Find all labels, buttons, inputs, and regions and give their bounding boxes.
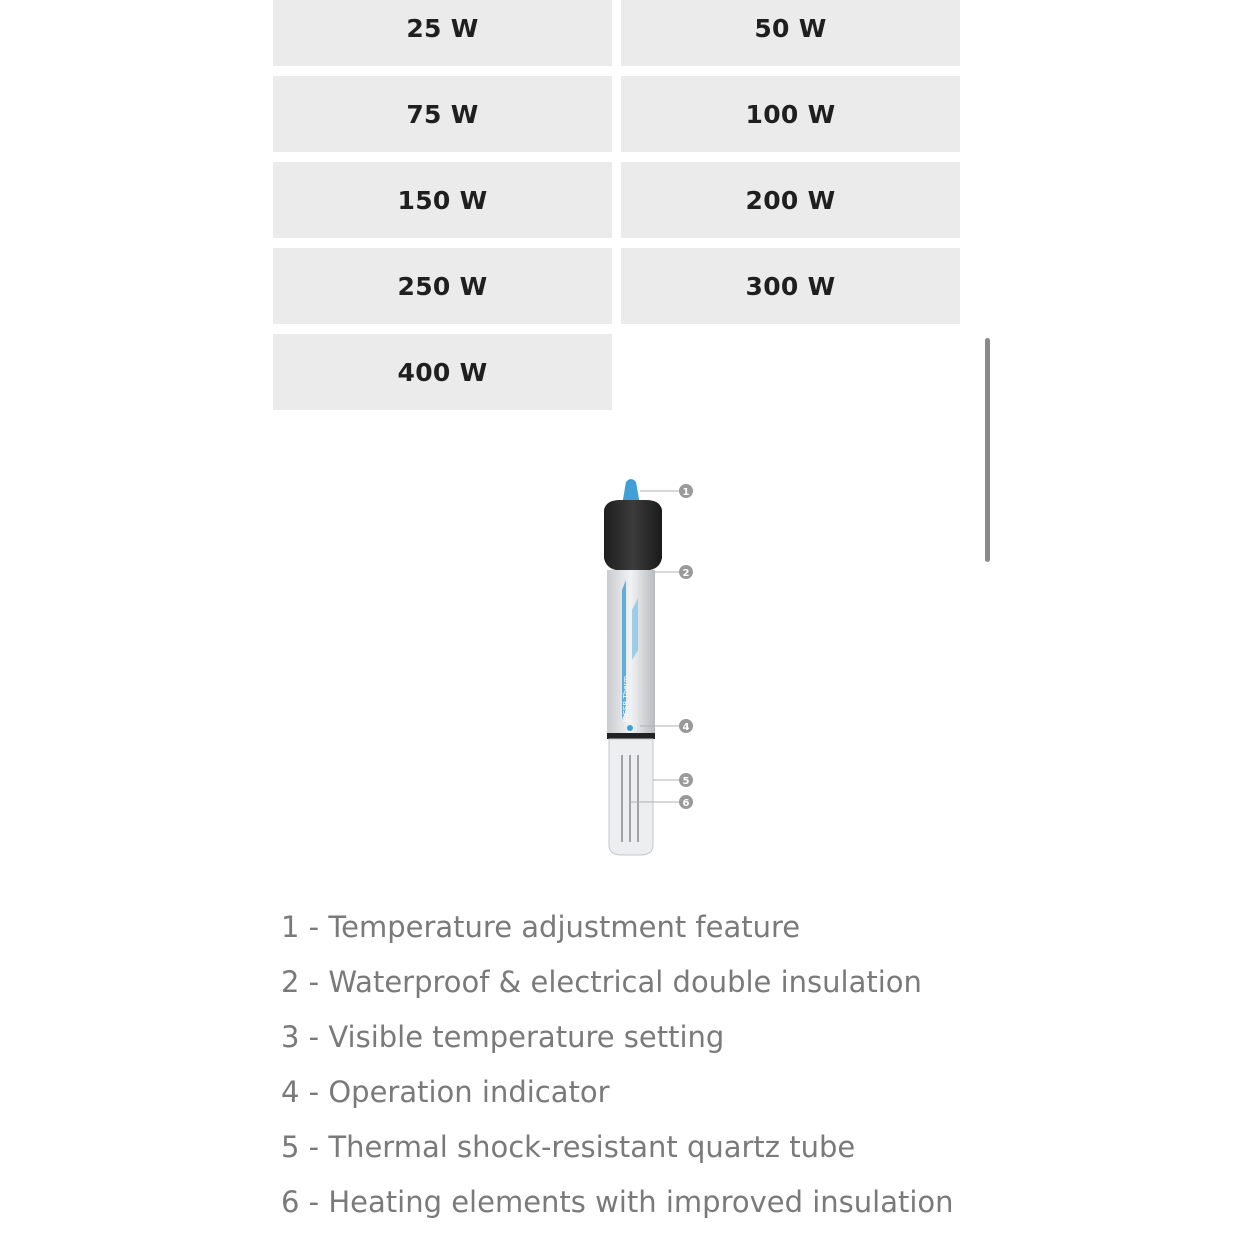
scrollbar-thumb[interactable]	[985, 338, 990, 562]
heater-cap-icon	[604, 500, 662, 570]
callout-6	[679, 795, 693, 809]
feature-item: 6 - Heating elements with improved insulation	[281, 1185, 954, 1219]
feature-item: 1 - Temperature adjustment feature	[281, 910, 801, 944]
wattage-option-200[interactable]: 200 W	[621, 162, 960, 238]
feature-list	[281, 900, 954, 1230]
feature-item: 3 - Visible temperature setting	[281, 1020, 725, 1054]
feature-item: 4 - Operation indicator	[281, 1075, 610, 1109]
wattage-option-300[interactable]: 300 W	[621, 248, 960, 324]
svg-text:5: 5	[682, 776, 690, 787]
wattage-option-25[interactable]: 25 W	[273, 0, 612, 66]
wattage-option-100[interactable]: 100 W	[621, 76, 960, 152]
svg-text:1: 1	[682, 487, 690, 498]
wattage-option-50[interactable]: 50 W	[621, 0, 960, 66]
wattage-option-400[interactable]: 400 W	[273, 334, 612, 410]
product-label: JÄGER Therm	[622, 675, 630, 722]
svg-text:2: 2	[682, 568, 690, 579]
callout-5	[679, 773, 693, 787]
heater-diagram	[560, 470, 710, 865]
callout-2	[679, 565, 693, 579]
feature-item: 5 - Thermal shock-resistant quartz tube	[281, 1130, 856, 1164]
svg-text:6: 6	[682, 798, 690, 809]
operation-indicator-icon	[627, 725, 633, 731]
wattage-options-grid	[273, 0, 960, 410]
svg-text:4: 4	[682, 722, 690, 733]
wattage-option-150[interactable]: 150 W	[273, 162, 612, 238]
callout-1	[679, 484, 693, 498]
callout-4	[679, 719, 693, 733]
feature-item: 2 - Waterproof & electrical double insulation	[281, 965, 922, 999]
heater-tube-icon	[607, 570, 655, 735]
wattage-option-250[interactable]: 250 W	[273, 248, 612, 324]
wattage-option-75[interactable]: 75 W	[273, 76, 612, 152]
